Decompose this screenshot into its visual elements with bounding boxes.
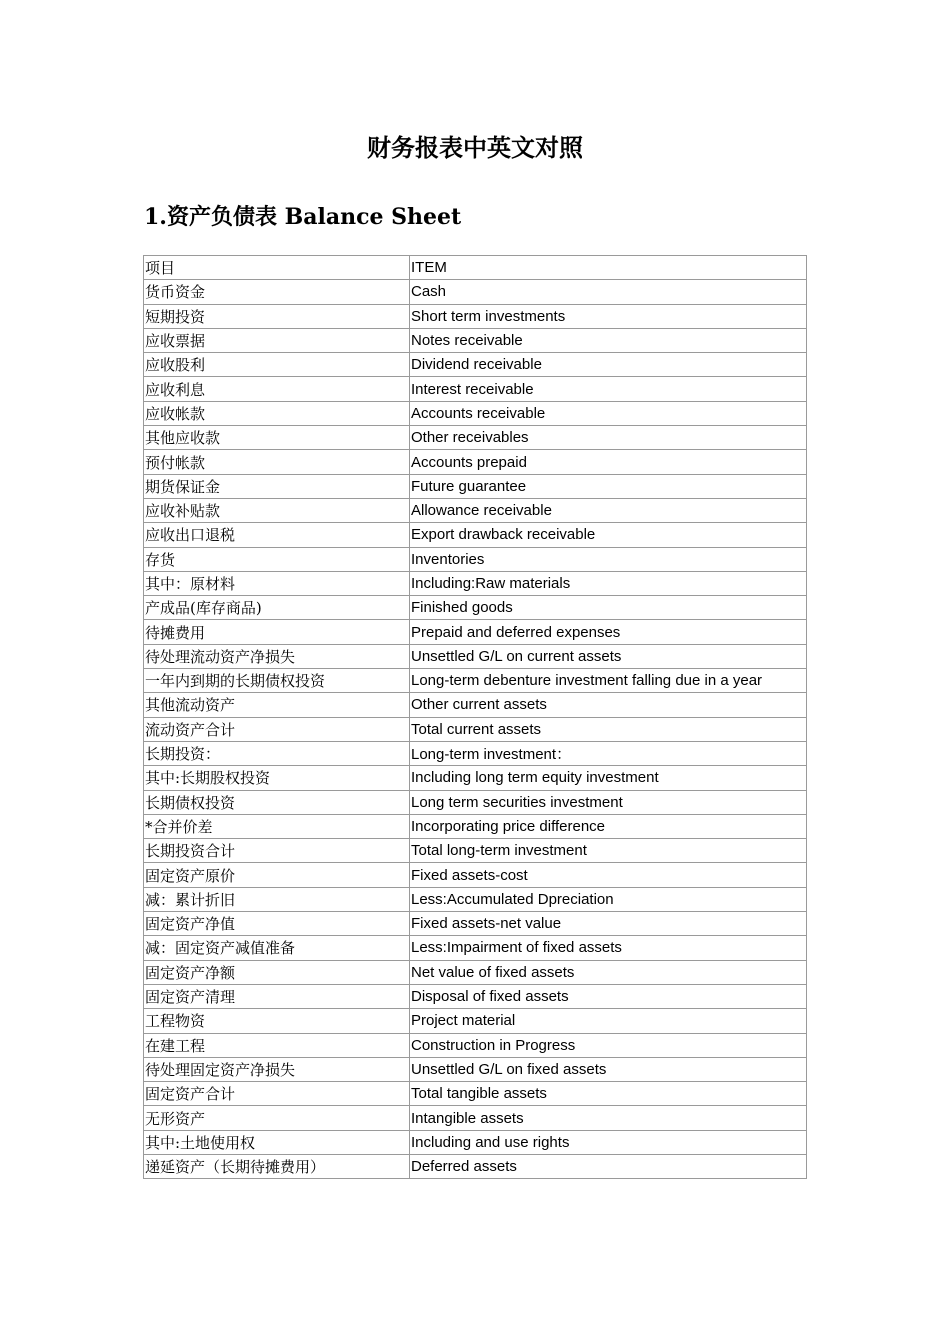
english-term-cell: Disposal of fixed assets bbox=[410, 984, 807, 1008]
chinese-term-cell: 一年内到期的长期债权投资 bbox=[144, 669, 410, 693]
chinese-term-cell: 固定资产净额 bbox=[144, 960, 410, 984]
chinese-term-cell: 项目 bbox=[144, 256, 410, 280]
chinese-term-cell: 应收出口退税 bbox=[144, 523, 410, 547]
english-term-cell: Less:Impairment of fixed assets bbox=[410, 936, 807, 960]
table-row bbox=[144, 1106, 807, 1130]
english-term-cell: Total current assets bbox=[410, 717, 807, 741]
chinese-term-cell: 待处理固定资产净损失 bbox=[144, 1057, 410, 1081]
chinese-term-cell: 固定资产清理 bbox=[144, 984, 410, 1008]
english-term-cell: Accounts receivable bbox=[410, 401, 807, 425]
terms-table-body bbox=[144, 256, 807, 1179]
table-row bbox=[144, 1130, 807, 1154]
chinese-term-cell: 其中：原材料 bbox=[144, 571, 410, 595]
english-term-cell: Fixed assets-net value bbox=[410, 912, 807, 936]
table-row bbox=[144, 523, 807, 547]
english-term-cell: Prepaid and deferred expenses bbox=[410, 620, 807, 644]
chinese-term-cell: 长期投资： bbox=[144, 741, 410, 765]
english-term-cell: Total tangible assets bbox=[410, 1082, 807, 1106]
table-row bbox=[144, 717, 807, 741]
english-term-cell: Dividend receivable bbox=[410, 353, 807, 377]
english-term-cell: Including long term equity investment bbox=[410, 766, 807, 790]
table-row bbox=[144, 1057, 807, 1081]
chinese-term-cell: 其中:土地使用权 bbox=[144, 1130, 410, 1154]
table-row bbox=[144, 256, 807, 280]
english-term-cell: Other current assets bbox=[410, 693, 807, 717]
table-row bbox=[144, 887, 807, 911]
english-term-cell: Less:Accumulated Dpreciation bbox=[410, 887, 807, 911]
english-term-cell: Short term investments bbox=[410, 304, 807, 328]
table-row bbox=[144, 814, 807, 838]
english-term-cell: Long term securities investment bbox=[410, 790, 807, 814]
chinese-term-cell: 递延资产（长期待摊费用） bbox=[144, 1154, 410, 1178]
chinese-term-cell: 长期投资合计 bbox=[144, 839, 410, 863]
chinese-term-cell: *合并价差 bbox=[144, 814, 410, 838]
table-row bbox=[144, 426, 807, 450]
chinese-term-cell: 固定资产合计 bbox=[144, 1082, 410, 1106]
table-row bbox=[144, 328, 807, 352]
english-term-cell: ITEM bbox=[410, 256, 807, 280]
table-row bbox=[144, 790, 807, 814]
chinese-term-cell: 减：累计折旧 bbox=[144, 887, 410, 911]
table-row bbox=[144, 571, 807, 595]
table-row bbox=[144, 1033, 807, 1057]
english-term-cell: Other receivables bbox=[410, 426, 807, 450]
english-term-cell: Notes receivable bbox=[410, 328, 807, 352]
table-row bbox=[144, 693, 807, 717]
chinese-term-cell: 应收补贴款 bbox=[144, 498, 410, 522]
table-row bbox=[144, 280, 807, 304]
chinese-term-cell: 期货保证金 bbox=[144, 474, 410, 498]
table-row bbox=[144, 401, 807, 425]
chinese-term-cell: 其他应收款 bbox=[144, 426, 410, 450]
document-title: 财务报表中英文对照 bbox=[367, 133, 583, 162]
english-term-cell: Unsettled G/L on fixed assets bbox=[410, 1057, 807, 1081]
chinese-term-cell: 减：固定资产减值准备 bbox=[144, 936, 410, 960]
chinese-term-cell: 货币资金 bbox=[144, 280, 410, 304]
table-row bbox=[144, 863, 807, 887]
terms-table bbox=[143, 255, 807, 1179]
chinese-term-cell: 工程物资 bbox=[144, 1009, 410, 1033]
english-term-cell: Allowance receivable bbox=[410, 498, 807, 522]
table-row bbox=[144, 1082, 807, 1106]
chinese-term-cell: 在建工程 bbox=[144, 1033, 410, 1057]
english-term-cell: Interest receivable bbox=[410, 377, 807, 401]
section-heading: 1.资产负债表 Balance Sheet bbox=[144, 204, 462, 230]
table-row bbox=[144, 596, 807, 620]
chinese-term-cell: 应收票据 bbox=[144, 328, 410, 352]
english-term-cell: Long-term investment： bbox=[410, 741, 807, 765]
english-term-cell: Including and use rights bbox=[410, 1130, 807, 1154]
table-row bbox=[144, 304, 807, 328]
chinese-term-cell: 应收股利 bbox=[144, 353, 410, 377]
table-row bbox=[144, 547, 807, 571]
chinese-term-cell: 待处理流动资产净损失 bbox=[144, 644, 410, 668]
table-row bbox=[144, 669, 807, 693]
chinese-term-cell: 固定资产净值 bbox=[144, 912, 410, 936]
english-term-cell: Finished goods bbox=[410, 596, 807, 620]
english-term-cell: Inventories bbox=[410, 547, 807, 571]
chinese-term-cell: 流动资产合计 bbox=[144, 717, 410, 741]
table-row bbox=[144, 620, 807, 644]
chinese-term-cell: 应收帐款 bbox=[144, 401, 410, 425]
english-term-cell: Incorporating price difference bbox=[410, 814, 807, 838]
table-row bbox=[144, 936, 807, 960]
chinese-term-cell: 预付帐款 bbox=[144, 450, 410, 474]
english-term-cell: Total long-term investment bbox=[410, 839, 807, 863]
table-row bbox=[144, 1009, 807, 1033]
chinese-term-cell: 其中:长期股权投资 bbox=[144, 766, 410, 790]
english-term-cell: Net value of fixed assets bbox=[410, 960, 807, 984]
table-row bbox=[144, 474, 807, 498]
english-term-cell: Project material bbox=[410, 1009, 807, 1033]
english-term-cell: Intangible assets bbox=[410, 1106, 807, 1130]
english-term-cell: Cash bbox=[410, 280, 807, 304]
table-row bbox=[144, 912, 807, 936]
table-row bbox=[144, 1154, 807, 1178]
chinese-term-cell: 短期投资 bbox=[144, 304, 410, 328]
english-term-cell: Construction in Progress bbox=[410, 1033, 807, 1057]
table-row bbox=[144, 644, 807, 668]
table-row bbox=[144, 741, 807, 765]
table-row bbox=[144, 960, 807, 984]
table-row bbox=[144, 839, 807, 863]
chinese-term-cell: 应收利息 bbox=[144, 377, 410, 401]
english-term-cell: Fixed assets-cost bbox=[410, 863, 807, 887]
chinese-term-cell: 待摊费用 bbox=[144, 620, 410, 644]
english-term-cell: Including:Raw materials bbox=[410, 571, 807, 595]
english-term-cell: Future guarantee bbox=[410, 474, 807, 498]
chinese-term-cell: 存货 bbox=[144, 547, 410, 571]
table-row bbox=[144, 766, 807, 790]
chinese-term-cell: 其他流动资产 bbox=[144, 693, 410, 717]
chinese-term-cell: 固定资产原价 bbox=[144, 863, 410, 887]
english-term-cell: Long-term debenture investment falling due in a year bbox=[410, 669, 807, 693]
english-term-cell: Accounts prepaid bbox=[410, 450, 807, 474]
chinese-term-cell: 无形资产 bbox=[144, 1106, 410, 1130]
chinese-term-cell: 长期债权投资 bbox=[144, 790, 410, 814]
table-row bbox=[144, 984, 807, 1008]
table-row bbox=[144, 377, 807, 401]
table-row bbox=[144, 498, 807, 522]
table-row bbox=[144, 353, 807, 377]
english-term-cell: Deferred assets bbox=[410, 1154, 807, 1178]
table-row bbox=[144, 450, 807, 474]
english-term-cell: Unsettled G/L on current assets bbox=[410, 644, 807, 668]
chinese-term-cell: 产成品(库存商品) bbox=[144, 596, 410, 620]
english-term-cell: Export drawback receivable bbox=[410, 523, 807, 547]
